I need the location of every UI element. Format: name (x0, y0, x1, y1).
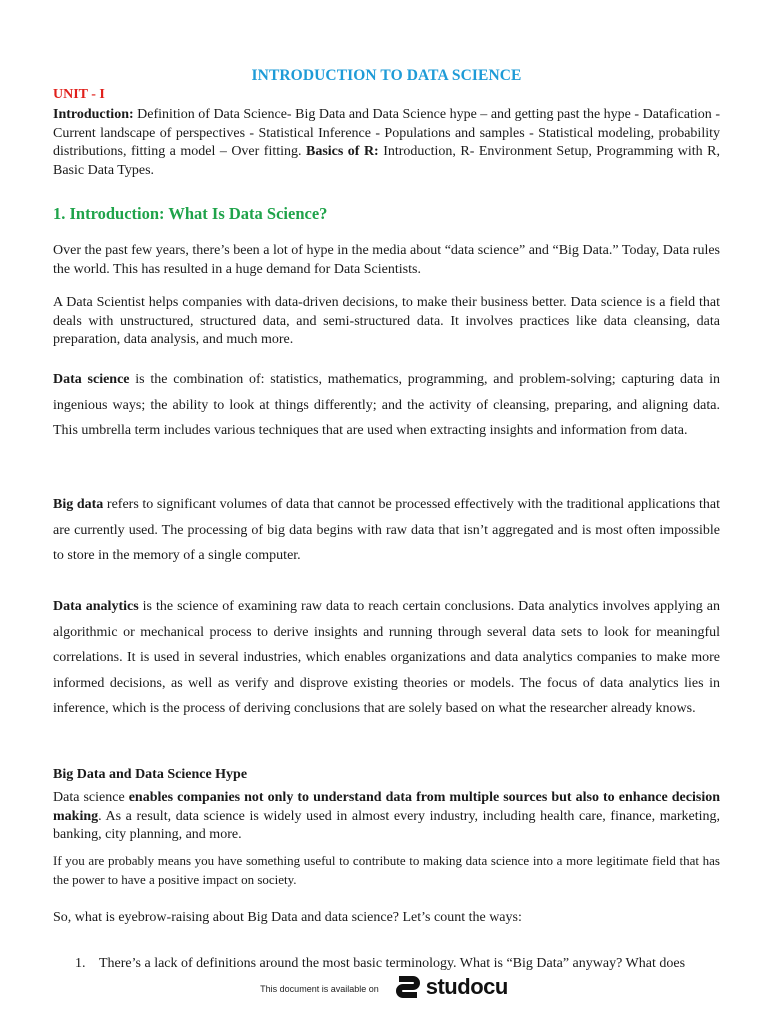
basics-text: Introduction, R- Environment Setup, Programming with R, Basic Data Types. (53, 144, 720, 178)
studocu-brand: studocu (425, 974, 508, 999)
document-title: INTRODUCTION TO DATA SCIENCE (251, 67, 522, 84)
footer-text: This document is available on (260, 984, 379, 994)
data-science-definition: is the combination of: statistics, mathematics, programming, and problem-solving; capturing data in ingenious ways; the ability to look at things differently; and the activity of cleansing, preparing, and aligning data. This umbrella term includes various techniques that are used when extracting insights and information from data. (53, 372, 720, 438)
basics-label: Basics of R: (305, 144, 379, 159)
hype-heading: Big Data and Data Science Hype (53, 767, 248, 782)
hype-pre: Data science (53, 790, 129, 805)
paragraph-hype-usage (53, 789, 720, 845)
paragraph-data-scientist: A Data Scientist helps companies with data-driven decisions, to make their business better. Data science is a field that deals with unstructured, structured data, and semi-structured data. It involves practices like data cleansing, data preparation, data analysis, and much more. (53, 295, 720, 347)
hype-post: . As a result, data science is widely used in almost every industry, including health care, finance, marketing, banking, city planning, and more. (53, 808, 720, 842)
section-heading: 1. Introduction: What Is Data Science? (53, 204, 328, 223)
paragraph-data-science (53, 367, 720, 444)
studocu-logo-icon (393, 972, 423, 1002)
paragraph-count-ways: So, what is eyebrow-raising about Big Data and data science? Let’s count the ways: (53, 910, 522, 925)
big-data-definition: refers to significant volumes of data that cannot be processed effectively with the traditional applications that are currently used. The processing of big data begins with raw data that isn’t aggregated and is most often impossible to store in the memory of a single computer. (53, 497, 720, 563)
hype-bold: enables companies not only to understand data from multiple sources but also to enhance decision making (53, 790, 720, 824)
footer-banner[interactable] (0, 970, 768, 1004)
intro-text: Definition of Data Science- Big Data and Data Science hype – and getting past the hype - Datafication - Current landscape of perspectives - Statistical Inference - Populations and samples - Statistical modeling, probability distributions, fitting a model – Over fitting. (53, 107, 720, 159)
list-text: There’s a lack of definitions around the most basic terminology. What is “Big Data” anyway? What does (99, 956, 686, 971)
paragraph-data-analytics (53, 594, 720, 722)
data-analytics-definition: is the science of examining raw data to reach certain conclusions. Data analytics involves applying an algorithmic or mechanical process to derive insights and running through several data sets to look for meaningful correlations. It is used in several industries, which enables organizations and data analytics companies to make more informed decisions, as well as verify and disprove existing theories or models. The focus of data analytics lies in inference, which is the process of deriving conclusions that are solely based on what the researcher already knows. (53, 599, 720, 716)
studocu-logo[interactable] (393, 972, 508, 1002)
unit-label: UNIT - I (53, 87, 105, 102)
big-data-term: Big data (53, 497, 104, 512)
data-analytics-term: Data analytics (53, 599, 139, 614)
paragraph-legitimate-field: If you are probably means you have something useful to contribute to making data science into a more legitimate field that has the power to have a positive impact on society. (53, 853, 720, 887)
intro-label: Introduction: (53, 107, 134, 122)
data-science-term: Data science (53, 372, 130, 387)
list-number: 1. (75, 956, 86, 971)
paragraph-big-data (53, 492, 720, 569)
syllabus-paragraph (53, 106, 720, 180)
paragraph-hype: Over the past few years, there’s been a lot of hype in the media about “data science” and “Big Data.” Today, Data rules the world. This has resulted in a huge demand for Data Scientists. (53, 243, 720, 277)
